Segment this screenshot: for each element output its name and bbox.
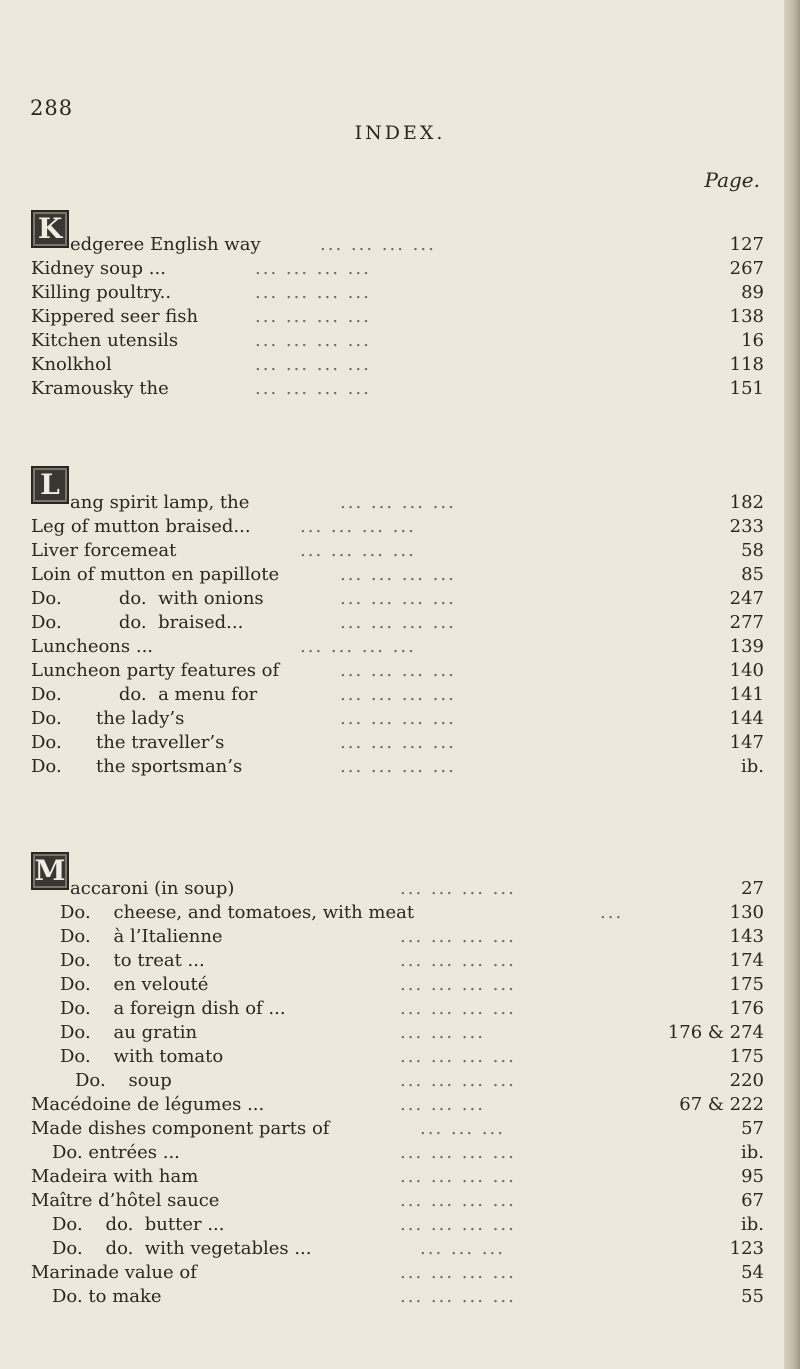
leader-dots: ... ... ... ... [255, 378, 371, 399]
entry-text: Luncheons ... [31, 636, 154, 657]
leader-dots: ... ... ... ... [340, 564, 456, 585]
drop-cap-l: L [31, 466, 69, 504]
entry-text: Marinade value of [31, 1262, 197, 1283]
entry-page: 57 [741, 1118, 764, 1139]
leader-dots: ... ... ... ... [340, 660, 456, 681]
entry-text: Do. the lady’s [31, 708, 185, 729]
entry-text: Do. do. braised... [31, 612, 244, 633]
entry-text: edgeree English way [70, 234, 261, 255]
leader-dots: ... ... ... ... [400, 974, 516, 995]
entry-page: 220 [729, 1070, 764, 1091]
entry-text: Kitchen utensils [31, 330, 179, 351]
entry-page: 85 [741, 564, 764, 585]
entry-page: ib. [740, 1142, 764, 1163]
leader-dots: ... ... ... ... [400, 1214, 516, 1235]
entry-page: 67 & 222 [679, 1094, 764, 1115]
leader-dots: ... ... ... ... [340, 588, 456, 609]
index-entry [0, 998, 800, 1020]
entry-text: Do. with tomato [60, 1046, 224, 1067]
entry-page: 174 [729, 950, 764, 971]
entry-page: 118 [729, 354, 764, 375]
index-entry [0, 878, 800, 900]
leader-dots: ... ... ... ... [400, 950, 516, 971]
leader-dots: ... ... ... ... [340, 492, 456, 513]
index-entry [0, 1238, 800, 1260]
entry-text: Do. the sportsman’s [31, 756, 243, 777]
entry-text: Kidney soup ... [31, 258, 166, 279]
entry-page: 147 [729, 732, 764, 753]
entry-page: 175 [729, 974, 764, 995]
index-entry [0, 516, 800, 538]
entry-text: Madeira with ham [31, 1166, 199, 1187]
leader-dots: ... ... ... ... [400, 1166, 516, 1187]
index-entry [0, 1190, 800, 1212]
leader-dots: ... ... ... ... [400, 998, 516, 1019]
leader-dots: ... ... ... ... [320, 234, 436, 255]
leader-dots: ... ... ... ... [340, 756, 456, 777]
entry-text: Do. do. a menu for [31, 684, 258, 705]
entry-page: 144 [729, 708, 764, 729]
entry-text: Do. to treat ... [60, 950, 205, 971]
leader-dots: ... ... ... ... [300, 636, 416, 657]
entry-text: Do. a foreign dish of ... [60, 998, 286, 1019]
index-entry [0, 306, 800, 328]
index-entry [0, 1022, 800, 1044]
entry-text: Kippered seer fish [31, 306, 199, 327]
page-header [0, 96, 800, 144]
entry-page: 27 [741, 878, 764, 899]
entry-page: 55 [741, 1286, 764, 1307]
entry-page: 233 [729, 516, 764, 537]
leader-dots: ... ... ... ... [255, 258, 371, 279]
leader-dots: ... ... ... ... [400, 1142, 516, 1163]
entry-page: 95 [741, 1166, 764, 1187]
leader-dots: ... ... ... [420, 1238, 505, 1259]
entry-text: Do. au gratin [60, 1022, 198, 1043]
index-entry [0, 732, 800, 754]
leader-dots: ... ... ... ... [400, 1070, 516, 1091]
entry-page: 151 [729, 378, 764, 399]
leader-dots: ... ... ... [420, 1118, 505, 1139]
entry-text: Do. à l’Italienne [60, 926, 223, 947]
entry-text: Do. do. butter ... [52, 1214, 225, 1235]
page-number: 288 [30, 96, 74, 120]
page-title: INDEX. [354, 122, 446, 144]
index-entry [0, 708, 800, 730]
index-entry [0, 588, 800, 610]
index-entry [0, 1286, 800, 1308]
leader-dots: ... ... ... ... [400, 1286, 516, 1307]
entry-page: 247 [729, 588, 764, 609]
entry-text: Do. do. with vegetables ... [52, 1238, 312, 1259]
index-entry [0, 1142, 800, 1164]
entry-text: Liver forcemeat [31, 540, 177, 561]
index-entry [0, 974, 800, 996]
leader-dots: ... ... ... ... [400, 926, 516, 947]
entry-text: Loin of mutton en papillote [31, 564, 280, 585]
entry-page: 139 [729, 636, 764, 657]
entry-text: Maître d’hôtel sauce [31, 1190, 220, 1211]
entry-page: 130 [729, 902, 764, 923]
entry-page: 54 [741, 1262, 764, 1283]
entry-page: 267 [729, 258, 764, 279]
index-entry [0, 354, 800, 376]
entry-text: Knolkhol [31, 354, 112, 375]
index-entry [0, 1046, 800, 1068]
index-entry [0, 1214, 800, 1236]
index-entry [0, 330, 800, 352]
entry-page: 67 [741, 1190, 764, 1211]
entry-text: Do. to make [52, 1286, 162, 1307]
leader-dots: ... ... ... ... [400, 1190, 516, 1211]
leader-dots: ... ... ... ... [300, 540, 416, 561]
entry-text: Leg of mutton braised... [31, 516, 251, 537]
index-entry [0, 660, 800, 682]
index-entry [0, 282, 800, 304]
entry-page: 138 [729, 306, 764, 327]
index-entry [0, 756, 800, 778]
leader-dots: ... ... ... ... [255, 282, 371, 303]
leader-dots: ... ... ... ... [340, 612, 456, 633]
entry-text: Kramousky the [31, 378, 169, 399]
entry-text: Luncheon party features of [31, 660, 280, 681]
leader-dots: ... ... ... ... [400, 878, 516, 899]
leader-dots: ... ... ... [400, 1094, 485, 1115]
index-entry [0, 684, 800, 706]
entry-page: 176 & 274 [667, 1022, 764, 1043]
index-entry [0, 902, 800, 924]
entry-page: 127 [729, 234, 764, 255]
index-entry [0, 1166, 800, 1188]
entry-text: Made dishes component parts of [31, 1118, 330, 1139]
entry-text: Do. entrées ... [52, 1142, 180, 1163]
leader-dots: ... ... ... ... [255, 306, 371, 327]
leader-dots: ... ... ... ... [340, 684, 456, 705]
index-entry [0, 1070, 800, 1092]
leader-dots: ... ... ... ... [400, 1262, 516, 1283]
drop-cap-m: M [31, 852, 69, 890]
entry-page: ib. [740, 1214, 764, 1235]
entry-page: 140 [729, 660, 764, 681]
index-entry [0, 636, 800, 658]
entry-page: 16 [741, 330, 764, 351]
entry-page: 176 [729, 998, 764, 1019]
entry-text: Do. soup [75, 1070, 172, 1091]
index-entry [0, 564, 800, 586]
entry-text: Macédoine de légumes ... [31, 1094, 265, 1115]
leader-dots: ... ... ... ... [340, 732, 456, 753]
entry-page: 141 [729, 684, 764, 705]
entry-page: 175 [729, 1046, 764, 1067]
entry-text: Killing poultry.. [31, 282, 172, 303]
entry-page: 123 [729, 1238, 764, 1259]
entry-text: Do. cheese, and tomatoes, with meat [60, 902, 415, 923]
entry-page: 58 [741, 540, 764, 561]
entry-page: 182 [729, 492, 764, 513]
entry-text: ang spirit lamp, the [70, 492, 250, 513]
entry-page: 89 [741, 282, 764, 303]
index-entry [0, 234, 800, 256]
drop-cap-k: K [31, 210, 69, 248]
entry-page: 143 [729, 926, 764, 947]
page-column-label: Page. [704, 168, 760, 192]
index-entry [0, 1262, 800, 1284]
entry-text: accaroni (in soup) [70, 878, 235, 899]
index-entry [0, 540, 800, 562]
leader-dots: ... ... ... ... [255, 354, 371, 375]
leader-dots: ... ... ... ... [300, 516, 416, 537]
leader-dots: ... [600, 902, 624, 923]
index-entry [0, 612, 800, 634]
index-entry [0, 926, 800, 948]
entry-page: ib. [740, 756, 764, 777]
leader-dots: ... ... ... ... [400, 1046, 516, 1067]
index-entry [0, 1094, 800, 1116]
entry-page: 277 [729, 612, 764, 633]
index-entry [0, 1118, 800, 1140]
entry-text: Do. en velouté [60, 974, 209, 995]
index-entry [0, 378, 800, 400]
leader-dots: ... ... ... ... [255, 330, 371, 351]
index-entry [0, 492, 800, 514]
leader-dots: ... ... ... [400, 1022, 485, 1043]
index-entry [0, 258, 800, 280]
leader-dots: ... ... ... ... [340, 708, 456, 729]
entry-text: Do. the traveller’s [31, 732, 225, 753]
index-entry [0, 950, 800, 972]
entry-text: Do. do. with onions [31, 588, 264, 609]
